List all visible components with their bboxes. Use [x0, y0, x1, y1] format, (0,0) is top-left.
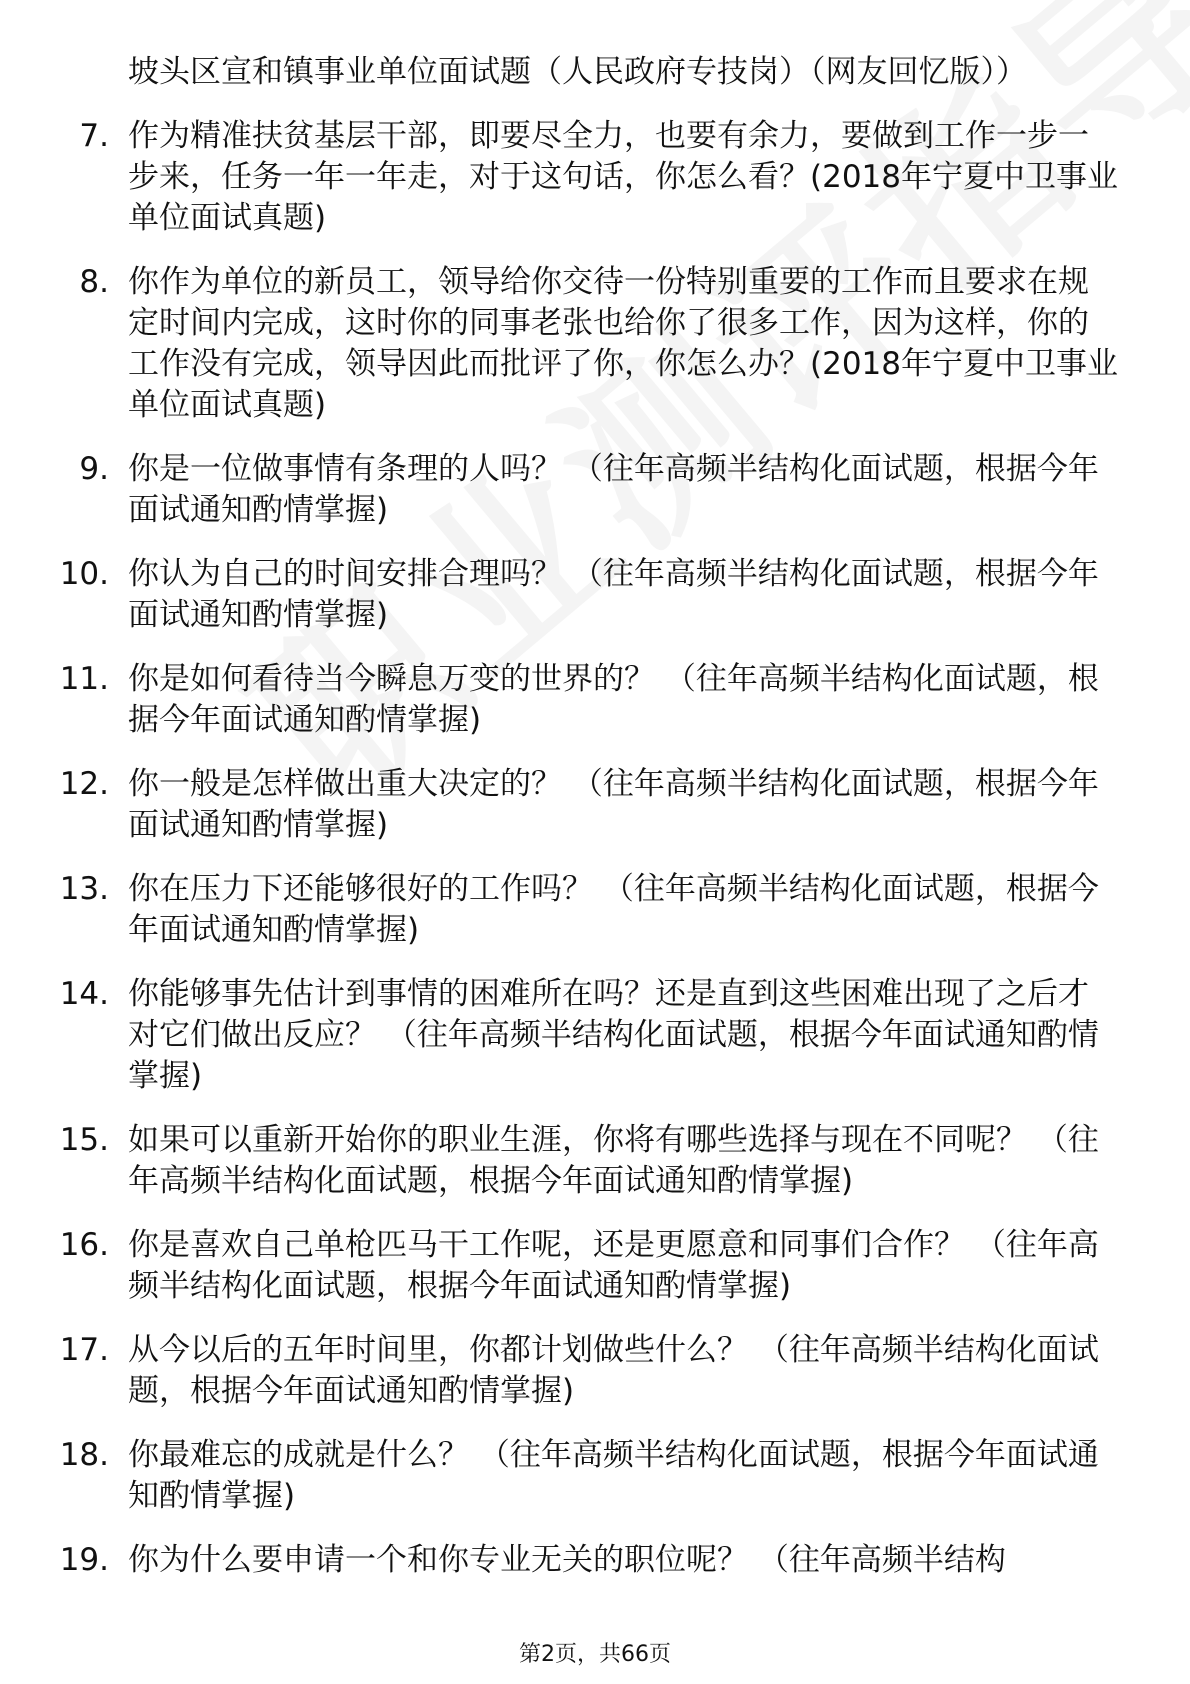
question-item [0, 1225, 1190, 1307]
continued-question [0, 52, 1190, 93]
question-number: 8. [79, 264, 109, 300]
question-text: 你在压力下还能够很好的工作吗？ （往年高频半结构化面试题，根据今年面试通知酌情掌握) [128, 871, 1099, 948]
question-number: 9. [79, 451, 109, 487]
page-footer: 第2页，共66页 [519, 1642, 671, 1667]
question-number: 18. [59, 1437, 109, 1473]
question-item [0, 116, 1190, 239]
question-number: 14. [59, 976, 109, 1012]
question-item [0, 659, 1190, 741]
question-text: 你是喜欢自己单枪匹马干工作呢，还是更愿意和同事们合作？ （往年高频半结构化面试题，根据今年面试通知酌情掌握) [128, 1227, 1099, 1304]
question-text: 你一般是怎样做出重大决定的？ （往年高频半结构化面试题，根据今年面试通知酌情掌握) [128, 766, 1099, 843]
question-text: 你作为单位的新员工，领导给你交待一份特别重要的工作而且要求在规定时间内完成，这时你的同事老张也给你了很多工作，因为这样，你的工作没有完成，领导因此而批评了你，你怎么办？(2018年宁夏中卫事业单位面试真题) [128, 264, 1118, 423]
question-item [0, 764, 1190, 846]
question-text: 坡头区宣和镇事业单位面试题（人民政府专技岗）（网友回忆版）） [128, 54, 1027, 90]
question-text: 你最难忘的成就是什么？ （往年高频半结构化面试题，根据今年面试通知酌情掌握) [128, 1437, 1099, 1514]
question-text: 你能够事先估计到事情的困难所在吗？还是直到这些困难出现了之后才对它们做出反应？ （往年高频半结构化面试题，根据今年面试通知酌情掌握) [128, 976, 1099, 1094]
question-text: 你是一位做事情有条理的人吗？ （往年高频半结构化面试题，根据今年面试通知酌情掌握) [128, 451, 1099, 528]
question-item [0, 1540, 1190, 1581]
question-number: 12. [59, 766, 109, 802]
question-item [0, 262, 1190, 426]
question-item [0, 554, 1190, 636]
question-number: 13. [59, 871, 109, 907]
question-item [0, 974, 1190, 1097]
question-text: 从今以后的五年时间里，你都计划做些什么？ （往年高频半结构化面试题，根据今年面试通知酌情掌握) [128, 1332, 1099, 1409]
question-item [0, 449, 1190, 531]
question-text: 如果可以重新开始你的职业生涯，你将有哪些选择与现在不同呢？ （往年高频半结构化面试题，根据今年面试通知酌情掌握) [128, 1122, 1099, 1199]
question-list [0, 52, 1190, 1604]
question-text: 你认为自己的时间安排合理吗？ （往年高频半结构化面试题，根据今年面试通知酌情掌握) [128, 556, 1099, 633]
question-text: 作为精准扶贫基层干部，即要尽全力，也要有余力，要做到工作一步一步来，任务一年一年走，对于这句话，你怎么看？(2018年宁夏中卫事业单位面试真题) [128, 118, 1118, 236]
question-item [0, 869, 1190, 951]
question-number: 17. [59, 1332, 109, 1368]
question-number: 16. [59, 1227, 109, 1263]
question-item [0, 1435, 1190, 1517]
question-number: 7. [79, 118, 109, 154]
question-text: 你是如何看待当今瞬息万变的世界的？ （往年高频半结构化面试题，根据今年面试通知酌情掌握) [128, 661, 1099, 738]
question-number: 15. [59, 1122, 109, 1158]
question-number: 19. [59, 1542, 109, 1578]
question-text: 你为什么要申请一个和你专业无关的职位呢？ （往年高频半结构 [128, 1542, 1006, 1578]
question-item [0, 1330, 1190, 1412]
question-item [0, 1120, 1190, 1202]
question-number: 10. [59, 556, 109, 592]
question-number: 11. [59, 661, 109, 697]
